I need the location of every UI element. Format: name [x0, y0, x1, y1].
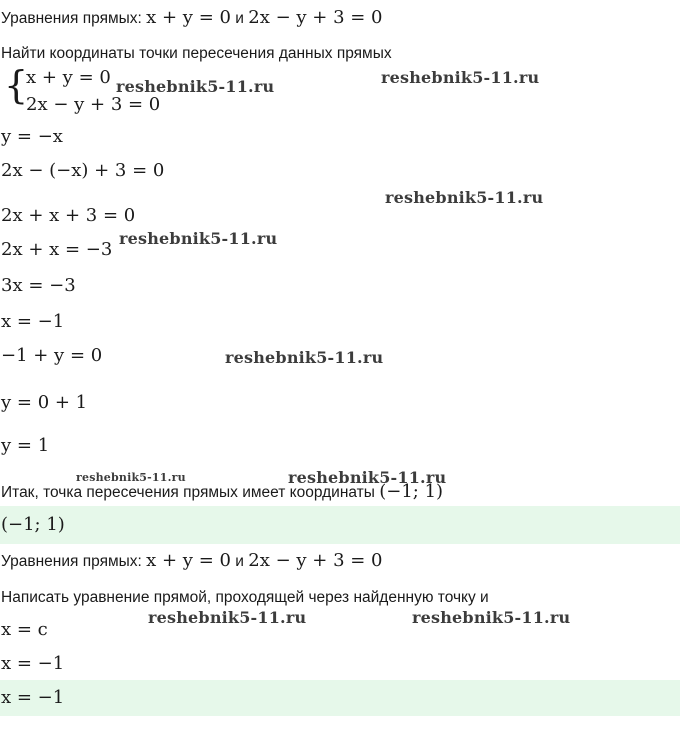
- task-2-text: Написать уравнение прямой, проходящей через найденную точку и: [1, 589, 489, 606]
- watermark: reshebnik5-11.ru: [225, 348, 384, 367]
- equation-b: 2x − y + 3 = 0: [248, 7, 383, 28]
- header-label: Уравнения прямых:: [1, 10, 142, 27]
- answer-band-2: [0, 680, 680, 716]
- task-1-text: Найти координаты точки пересечения данных прямых: [1, 45, 392, 62]
- step-line: 2x − (−x) + 3 = 0: [1, 160, 165, 181]
- header-label: Уравнения прямых:: [1, 553, 142, 570]
- step-line: 3x = −3: [1, 275, 76, 296]
- conclusion-point: (−1; 1): [379, 481, 444, 502]
- step-line: y = 0 + 1: [1, 392, 88, 413]
- watermark: reshebnik5-11.ru: [119, 229, 278, 248]
- lines-header-1: [1, 7, 383, 28]
- watermark: reshebnik5-11.ru: [381, 68, 540, 87]
- watermark: reshebnik5-11.ru: [288, 468, 447, 487]
- step-line: x = c: [1, 619, 48, 640]
- watermark: reshebnik5-11.ru: [76, 471, 186, 484]
- system-equation-2: 2x − y + 3 = 0: [26, 94, 161, 115]
- conclusion-text: Итак, точка пересечения прямых имеет координаты: [1, 484, 375, 501]
- step-line: 2x + x = −3: [1, 239, 113, 260]
- step-line: x = −1: [1, 311, 65, 332]
- lines-header-2: [1, 550, 383, 571]
- watermark: reshebnik5-11.ru: [412, 608, 571, 627]
- step-line: y = −x: [1, 126, 63, 147]
- equation-a: x + y = 0: [146, 7, 231, 28]
- answer-2: x = −1: [1, 687, 65, 708]
- equation-a: x + y = 0: [146, 550, 231, 571]
- watermark: reshebnik5-11.ru: [148, 608, 307, 627]
- step-line: −1 + y = 0: [1, 345, 103, 366]
- step-line: x = −1: [1, 653, 65, 674]
- header-conjunction: и: [235, 10, 244, 27]
- equation-b: 2x − y + 3 = 0: [248, 550, 383, 571]
- watermark: reshebnik5-11.ru: [116, 77, 275, 96]
- step-line: 2x + x + 3 = 0: [1, 205, 136, 226]
- answer-band-1: [0, 506, 680, 544]
- step-line: y = 1: [1, 435, 50, 456]
- system-equation-1: x + y = 0: [26, 67, 111, 88]
- system-brace: {: [4, 63, 29, 107]
- answer-1: (−1; 1): [1, 514, 65, 535]
- watermark: reshebnik5-11.ru: [385, 188, 544, 207]
- header-conjunction: и: [235, 553, 244, 570]
